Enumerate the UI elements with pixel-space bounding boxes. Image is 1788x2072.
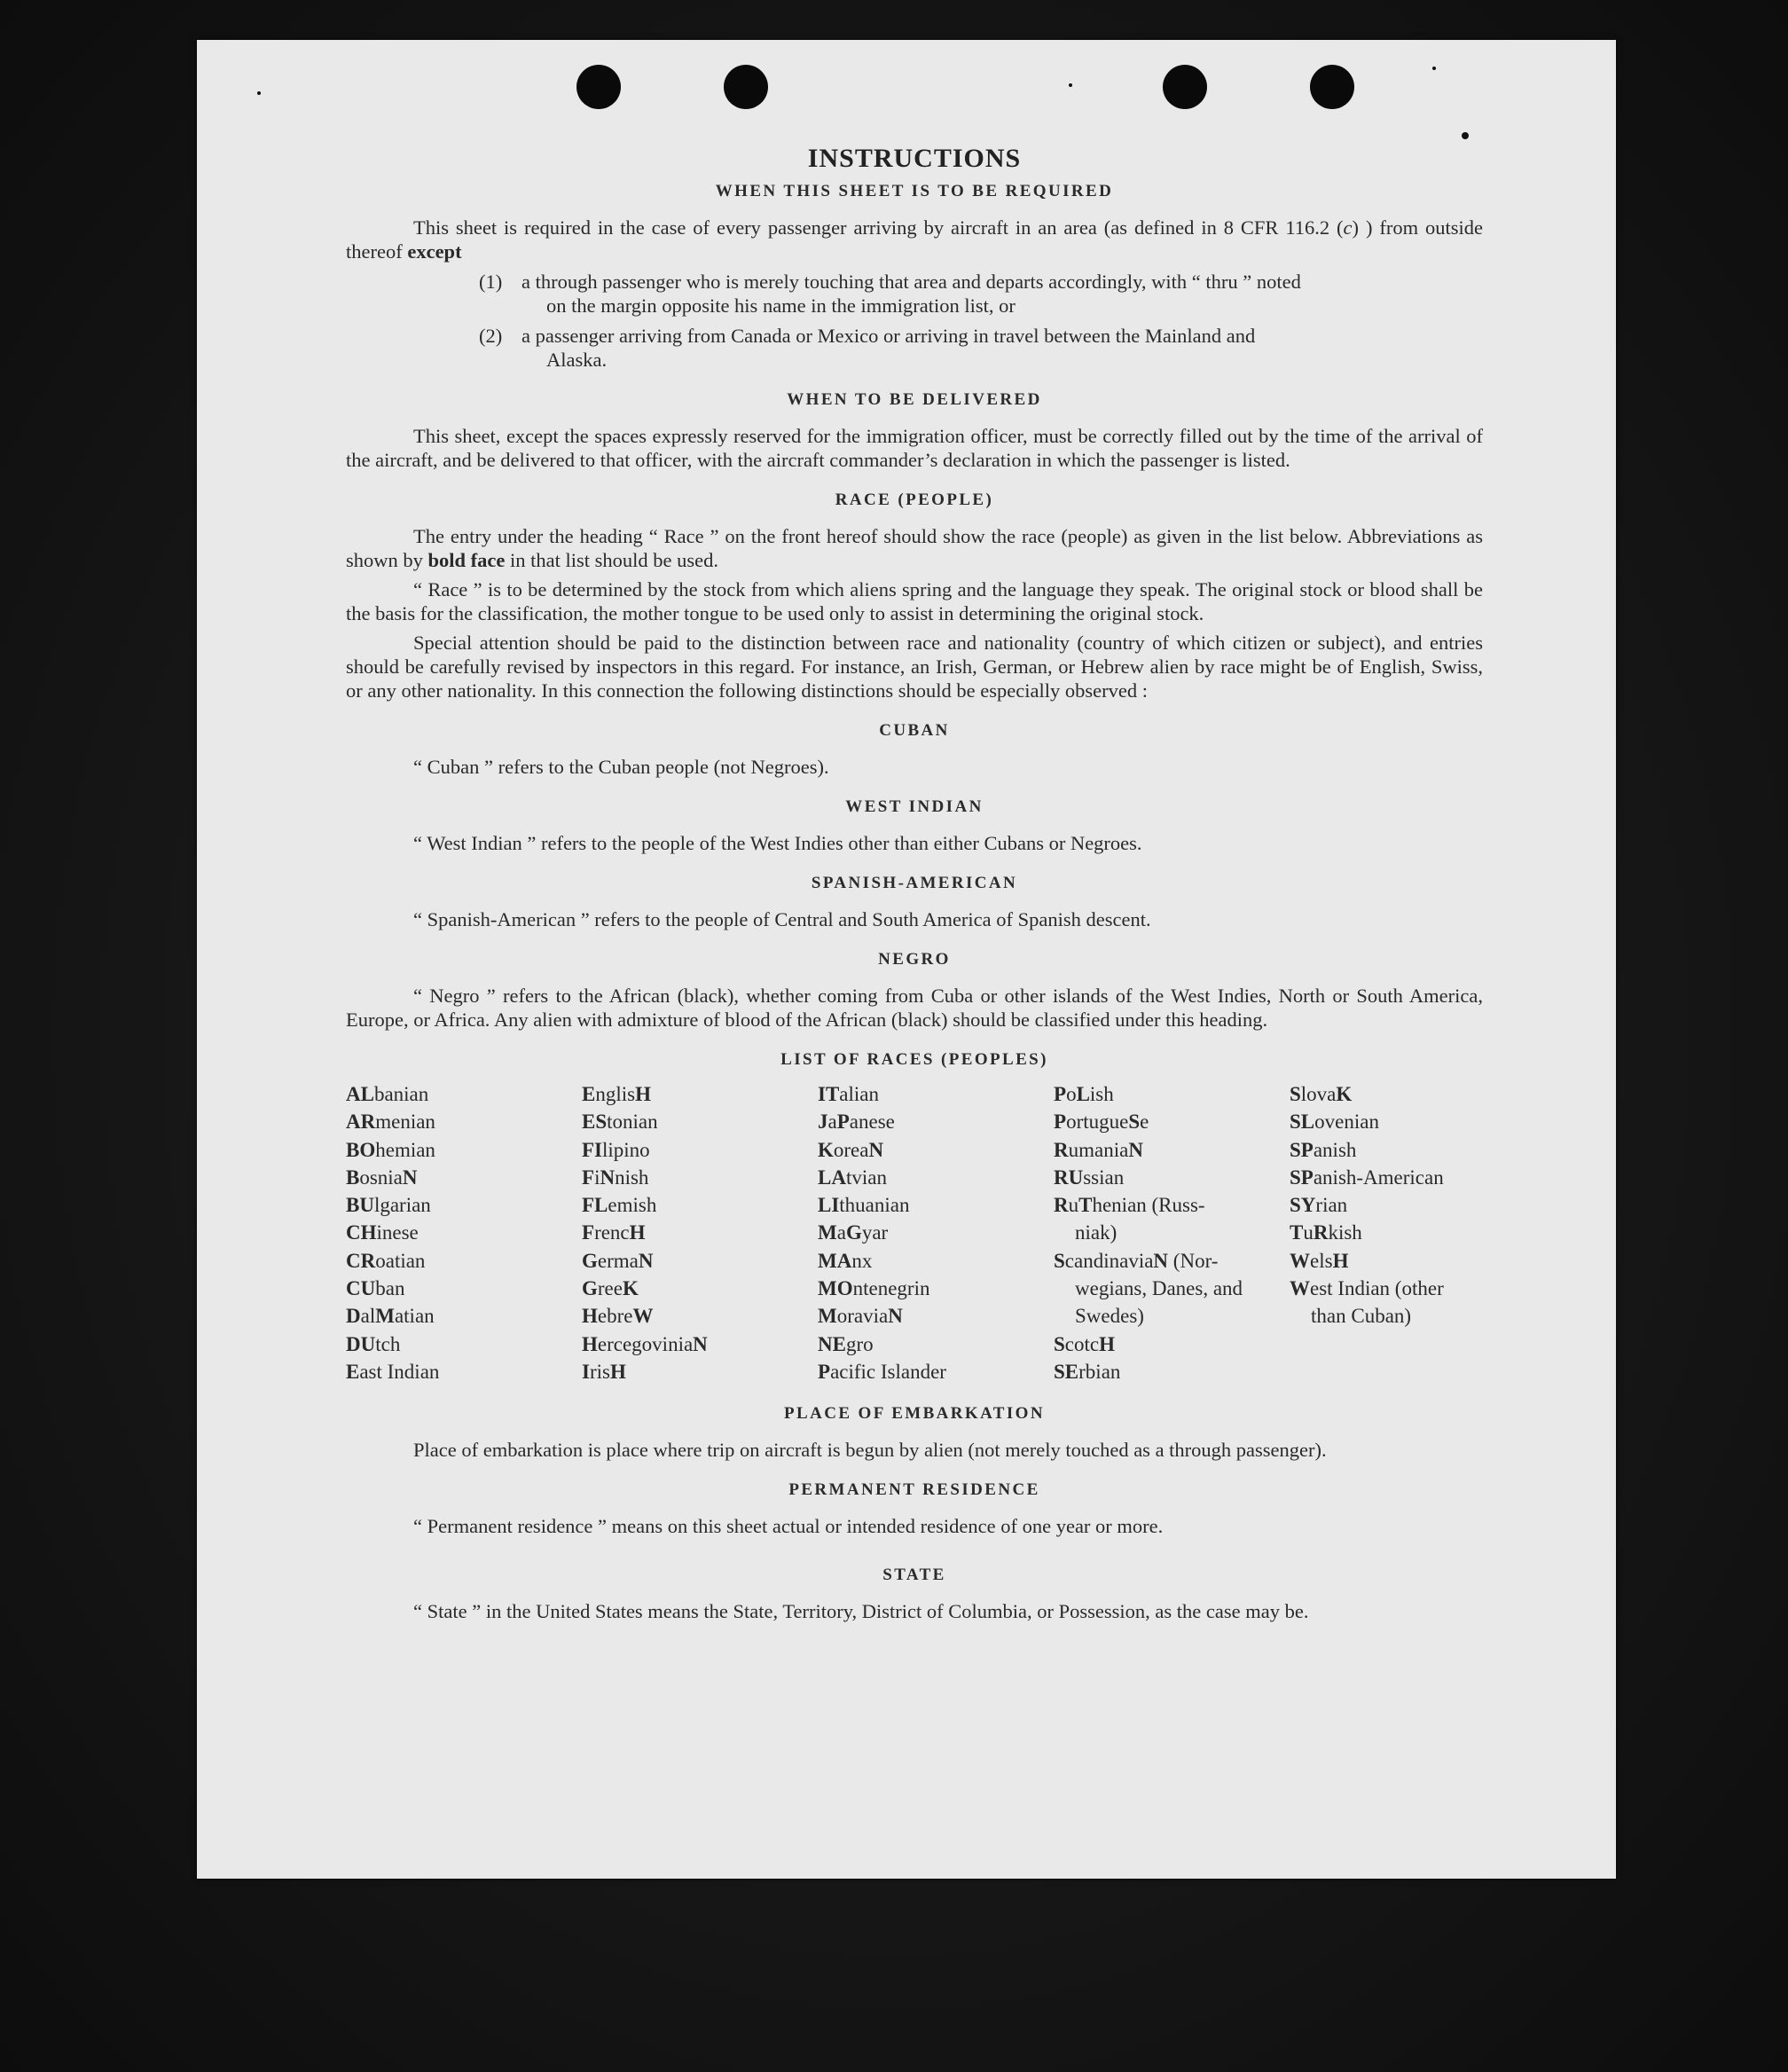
race-abbreviation: SP (1290, 1166, 1314, 1189)
race-name-part: tvian (845, 1166, 887, 1189)
race-abbreviation: MO (818, 1277, 853, 1300)
race-abbreviation: S (1128, 1111, 1141, 1134)
race-abbreviation: R (1054, 1194, 1069, 1217)
race-entry (346, 1191, 582, 1219)
race-name-part: acific Islander (830, 1360, 946, 1383)
race-name-part: cotc (1064, 1332, 1100, 1355)
race-entry (346, 1275, 582, 1302)
section-heading-list-of-races: LIST OF RACES (PEOPLES) (780, 1050, 1048, 1069)
race-entry (346, 1330, 582, 1358)
race-entry (818, 1247, 1054, 1275)
race-abbreviation: CR (346, 1249, 376, 1272)
race-name-part: ast Indian (359, 1360, 440, 1383)
race-name-part: al (360, 1305, 376, 1328)
race-abbreviation: AL (346, 1083, 374, 1105)
race-entry (582, 1358, 818, 1385)
spanish-american-text: “ Spanish-American ” refers to the people of Central and South America of Spanish descent. (413, 908, 1151, 930)
race-name-part: tonian (607, 1111, 658, 1134)
race-entry (1290, 1191, 1483, 1219)
race-abbreviation: N (1128, 1138, 1143, 1161)
race-entry (818, 1191, 1054, 1219)
race-name-continuation: than Cuban) (1311, 1305, 1412, 1328)
race-name-part: ree (597, 1277, 623, 1300)
punch-hole (724, 65, 768, 109)
race-abbreviation: H (609, 1360, 626, 1383)
race-name-part: henian (Russ- (1092, 1194, 1205, 1217)
section-heading-residence: PERMANENT RESIDENCE (788, 1480, 1040, 1500)
section-heading-state: STATE (882, 1566, 946, 1585)
race-name-part: orea (833, 1138, 869, 1161)
ink-speck (257, 91, 261, 95)
race-abbreviation: H (629, 1221, 646, 1244)
race-abbreviation: T (1290, 1221, 1304, 1244)
race-name-part: thuanian (839, 1194, 910, 1217)
race-abbreviation: E (346, 1360, 360, 1383)
race-entry (582, 1164, 818, 1191)
race-name-part: gro (845, 1332, 874, 1355)
exception-item (479, 324, 1483, 372)
race-name-part: u (1303, 1221, 1314, 1244)
race-entry (1054, 1358, 1290, 1385)
race-name-part: o (1066, 1083, 1077, 1105)
race-abbreviation: W (1290, 1249, 1310, 1272)
page-title: INSTRUCTIONS (807, 144, 1022, 173)
section-heading-embarkation: PLACE OF EMBARKATION (784, 1404, 1045, 1424)
race-name-part: candinavia (1064, 1249, 1154, 1272)
race-paragraph: Special attention should be paid to the distinction between race and nationality (country of which citizen or subject), and entries should be carefully revised by inspectors in this regard. For instance, an Irish, German, or Hebrew alien by race might be of English, Swiss, or any other nationality. In this connection the following distinctions should be especially observed : (346, 632, 1483, 702)
race-abbreviation: N (693, 1332, 708, 1355)
race-entry (818, 1080, 1054, 1108)
race-column (818, 1080, 1054, 1385)
race-column (1290, 1080, 1483, 1385)
race-text: The entry under the heading “ Race ” on the front hereof should show the race (people) as given in the list below. Abbreviations as shown by (346, 525, 1483, 571)
race-abbreviation: S (1054, 1332, 1065, 1355)
race-abbreviation: D (346, 1305, 361, 1328)
race-entry (818, 1164, 1054, 1191)
race-name-part: els (1310, 1249, 1333, 1272)
section-heading-cuban: CUBAN (879, 721, 950, 740)
race-abbreviation: L (1076, 1083, 1090, 1105)
race-entry (1054, 1080, 1290, 1108)
race-abbreviation: S (1054, 1249, 1065, 1272)
race-abbreviation: H (582, 1332, 598, 1355)
race-abbreviation: N (888, 1305, 903, 1328)
race-name-part: ban (375, 1277, 405, 1300)
race-entry (1290, 1247, 1483, 1275)
race-abbreviation: SE (1054, 1360, 1079, 1383)
exception-text (522, 270, 1483, 318)
race-abbreviation: LI (818, 1194, 840, 1217)
race-name-part: nish (615, 1166, 649, 1189)
race-column (582, 1080, 818, 1385)
race-abbreviation: T (1078, 1194, 1093, 1217)
race-name-part: lova (1300, 1083, 1337, 1105)
exception-line: a passenger arriving from Canada or Mexico or arriving in travel between the Mainland and (522, 325, 1256, 347)
race-entry (346, 1247, 582, 1275)
race-abbreviation: R (1054, 1138, 1069, 1161)
race-abbreviation: NE (818, 1332, 846, 1355)
race-name-part: atian (394, 1305, 435, 1328)
race-name-part: a (836, 1221, 846, 1244)
race-abbreviation: SY (1290, 1194, 1316, 1217)
intro-bold: except (407, 240, 462, 263)
race-name-part: anish (1313, 1138, 1357, 1161)
race-name-part: ortugue (1066, 1111, 1129, 1134)
when-delivered-text: This sheet, except the spaces expressly reserved for the immigration officer, must be correctly filled out by the time of the arrival of the aircraft, and be delivered to that officer, with the aircraft commander’s declaration in which the passenger is listed. (346, 425, 1483, 471)
race-entry (818, 1358, 1054, 1385)
west-indian-text: “ West Indian ” refers to the people of the West Indies other than either Cubans or Negroes. (413, 832, 1142, 854)
race-entry (346, 1136, 582, 1164)
punch-hole (1310, 65, 1354, 109)
race-name-part: ntenegrin (852, 1277, 930, 1300)
section-heading-west-indian: WEST INDIAN (845, 797, 984, 816)
race-name-part: ssian (1083, 1166, 1125, 1189)
race-entry (582, 1108, 818, 1135)
ink-speck (1069, 83, 1072, 87)
race-entry (1054, 1191, 1290, 1247)
race-name-part: emish (608, 1194, 657, 1217)
race-paragraph (346, 524, 1483, 572)
race-abbreviation: MA (818, 1249, 852, 1272)
race-abbreviation: G (845, 1221, 862, 1244)
residence-text: “ Permanent residence ” means on this sheet actual or intended residence of one year or more. (413, 1515, 1164, 1538)
race-abbreviation: G (582, 1277, 598, 1300)
race-name-part: oatian (375, 1249, 426, 1272)
race-abbreviation: M (818, 1305, 837, 1328)
race-abbreviation: SL (1290, 1111, 1315, 1134)
race-name-part: hemian (375, 1138, 435, 1161)
race-abbreviation: P (836, 1111, 850, 1134)
race-entry (582, 1275, 818, 1302)
race-abbreviation: DU (346, 1332, 376, 1355)
race-name-part: osnia (359, 1166, 403, 1189)
race-entry (582, 1330, 818, 1358)
race-name-part: (Nor- (1168, 1249, 1219, 1272)
race-entry (582, 1219, 818, 1246)
race-abbreviation: R (1313, 1221, 1329, 1244)
race-name-part: i (594, 1166, 600, 1189)
race-abbreviation: ES (582, 1111, 608, 1134)
race-paragraph: “ Race ” is to be determined by the stock from which aliens spring and the language they speak. The original stock or blood shall be the basis for the classification, the mother tongue to be used only to assist in determining the original stock. (346, 578, 1483, 624)
exception-item (479, 270, 1483, 318)
when-required-intro (346, 216, 1483, 263)
punch-hole (1163, 65, 1207, 109)
exception-number: (1) (479, 271, 503, 293)
race-name-part: banian (373, 1083, 429, 1105)
race-column (346, 1080, 582, 1385)
race-name-part: inese (376, 1221, 419, 1244)
race-entry (582, 1247, 818, 1275)
race-column (1054, 1080, 1290, 1385)
race-list (346, 1080, 1483, 1385)
race-abbreviation: IT (818, 1083, 840, 1105)
race-entry (818, 1330, 1054, 1358)
race-name-part: ovenian (1314, 1111, 1379, 1134)
race-abbreviation: K (1336, 1083, 1353, 1105)
race-abbreviation: S (1290, 1083, 1301, 1105)
race-abbreviation: FL (582, 1194, 608, 1217)
race-abbreviation: H (635, 1083, 651, 1105)
punch-hole (576, 65, 621, 109)
race-abbreviation: P (1054, 1111, 1067, 1134)
race-entry (818, 1275, 1054, 1302)
race-entry (1054, 1108, 1290, 1135)
race-abbreviation: RU (1054, 1166, 1084, 1189)
exception-continuation: Alaska. (546, 349, 608, 371)
race-abbreviation: K (622, 1277, 639, 1300)
race-bold-text: bold face (427, 549, 506, 571)
race-entry (582, 1080, 818, 1108)
embarkation-text: Place of embarkation is place where trip on aircraft is begun by alien (not merely touched as a through passenger). (413, 1439, 1327, 1462)
cuban-text: “ Cuban ” refers to the Cuban people (not Negroes). (413, 756, 829, 778)
race-abbreviation: SP (1290, 1138, 1314, 1161)
race-abbreviation: N (600, 1166, 616, 1189)
section-heading-spanish-american: SPANISH-AMERICAN (811, 874, 1018, 892)
race-abbreviation: AR (346, 1111, 376, 1134)
race-entry (582, 1191, 818, 1219)
section-heading-race: RACE (PEOPLE) (835, 491, 994, 509)
exception-line: a through passenger who is merely touching that area and departs accordingly, with “ thru ” noted (522, 271, 1301, 293)
race-abbreviation: G (582, 1249, 598, 1272)
race-name-part: umania (1068, 1138, 1129, 1161)
section-heading-when-delivered: WHEN TO BE DELIVERED (787, 390, 1042, 409)
race-entry (818, 1219, 1054, 1246)
race-entry (346, 1080, 582, 1108)
race-entry (1290, 1164, 1483, 1191)
race-abbreviation: W (1290, 1277, 1310, 1300)
race-abbreviation: N (868, 1138, 884, 1161)
race-entry (582, 1136, 818, 1164)
race-abbreviation: N (1153, 1249, 1169, 1272)
race-text: in that list should be used. (505, 549, 719, 571)
race-abbreviation: BU (346, 1194, 374, 1217)
race-name-part: est Indian (other (1310, 1277, 1444, 1300)
race-name-part: anish-American (1313, 1166, 1444, 1189)
race-name-part: ris (589, 1360, 610, 1383)
race-abbreviation: CH (346, 1221, 377, 1244)
race-abbreviation: I (582, 1360, 590, 1383)
ink-speck (1462, 132, 1469, 139)
race-name-part: e (1140, 1111, 1149, 1134)
negro-text: “ Negro ” refers to the African (black), whether coming from Cuba or other islands of the West Indies, North or South America, Europe, or Africa. Any alien with admixture of blood of the African (black) should be classified under this heading. (346, 985, 1483, 1031)
race-abbreviation: F (582, 1166, 595, 1189)
race-name-part: lgarian (373, 1194, 431, 1217)
race-entry (1054, 1136, 1290, 1164)
race-entry (346, 1302, 582, 1330)
race-abbreviation: J (818, 1111, 828, 1134)
race-name-continuation: wegians, Danes, and Swedes) (1075, 1277, 1243, 1328)
document-sheet (197, 40, 1616, 1879)
race-abbreviation: P (818, 1360, 831, 1383)
race-abbreviation: K (818, 1138, 834, 1161)
race-abbreviation: B (346, 1166, 360, 1189)
race-name-part: ish (1089, 1083, 1114, 1105)
race-entry (1290, 1136, 1483, 1164)
race-name-part: ercegovinia (597, 1332, 694, 1355)
race-name-part: rbian (1078, 1360, 1121, 1383)
race-entry (1290, 1219, 1483, 1246)
intro-italic: c (1343, 216, 1353, 239)
race-abbreviation: H (1332, 1249, 1349, 1272)
race-name-part: a (827, 1111, 837, 1134)
race-name-part: yar (861, 1221, 889, 1244)
race-abbreviation: P (1054, 1083, 1067, 1105)
race-abbreviation: FI (582, 1138, 602, 1161)
race-entry (582, 1302, 818, 1330)
race-entry (346, 1358, 582, 1385)
section-heading-when-required: WHEN THIS SHEET IS TO BE REQUIRED (715, 182, 1114, 200)
section-heading-negro: NEGRO (878, 950, 951, 969)
race-abbreviation: W (632, 1305, 654, 1328)
race-entry (818, 1302, 1054, 1330)
instructions-text (346, 146, 1483, 1623)
race-entry (1290, 1108, 1483, 1135)
race-abbreviation: LA (818, 1166, 846, 1189)
race-entry (1054, 1164, 1290, 1191)
exception-text (522, 324, 1483, 372)
intro-text: ) ) from outside thereof (346, 216, 1484, 263)
state-text: “ State ” in the United States means the State, Territory, District of Columbia, or Possession, as the case may be. (413, 1600, 1309, 1623)
race-name-part: oravia (836, 1305, 889, 1328)
race-name-part: nx (851, 1249, 873, 1272)
race-abbreviation: N (638, 1249, 654, 1272)
race-entry (346, 1108, 582, 1135)
race-name-part: ebre (597, 1305, 633, 1328)
race-abbreviation: E (582, 1083, 596, 1105)
race-name-part: lipino (602, 1138, 650, 1161)
race-name-part: rian (1315, 1194, 1348, 1217)
race-abbreviation: CU (346, 1277, 376, 1300)
race-entry (1290, 1080, 1483, 1108)
race-abbreviation: N (402, 1166, 418, 1189)
race-name-part: kish (1328, 1221, 1362, 1244)
race-name-part: alian (839, 1083, 879, 1105)
race-name-part: renc (594, 1221, 630, 1244)
race-entry (818, 1136, 1054, 1164)
exception-number: (2) (479, 325, 503, 347)
intro-text: This sheet is required in the case of every passenger arriving by aircraft in an area (as defined in 8 CFR 116.2 ( (413, 216, 1344, 239)
race-name-part: menian (375, 1111, 435, 1134)
exception-continuation: on the margin opposite his name in the immigration list, or (546, 294, 1016, 317)
race-entry (1054, 1247, 1290, 1330)
race-entry (346, 1164, 582, 1191)
race-abbreviation: F (582, 1221, 595, 1244)
race-entry (1054, 1330, 1290, 1358)
race-entry (818, 1108, 1054, 1135)
race-entry (1290, 1275, 1483, 1330)
race-name-part: tch (375, 1332, 401, 1355)
race-name-part: u (1068, 1194, 1079, 1217)
race-name-part: erma (597, 1249, 639, 1272)
race-abbreviation: M (818, 1221, 837, 1244)
ink-speck (1432, 67, 1436, 70)
race-name-part: anese (849, 1111, 895, 1134)
race-abbreviation: H (582, 1305, 598, 1328)
race-name-part: nglis (595, 1083, 636, 1105)
race-entry (346, 1219, 582, 1246)
race-abbreviation: H (1099, 1332, 1115, 1355)
race-abbreviation: M (375, 1305, 395, 1328)
race-abbreviation: BO (346, 1138, 376, 1161)
race-name-continuation: niak) (1075, 1221, 1118, 1244)
